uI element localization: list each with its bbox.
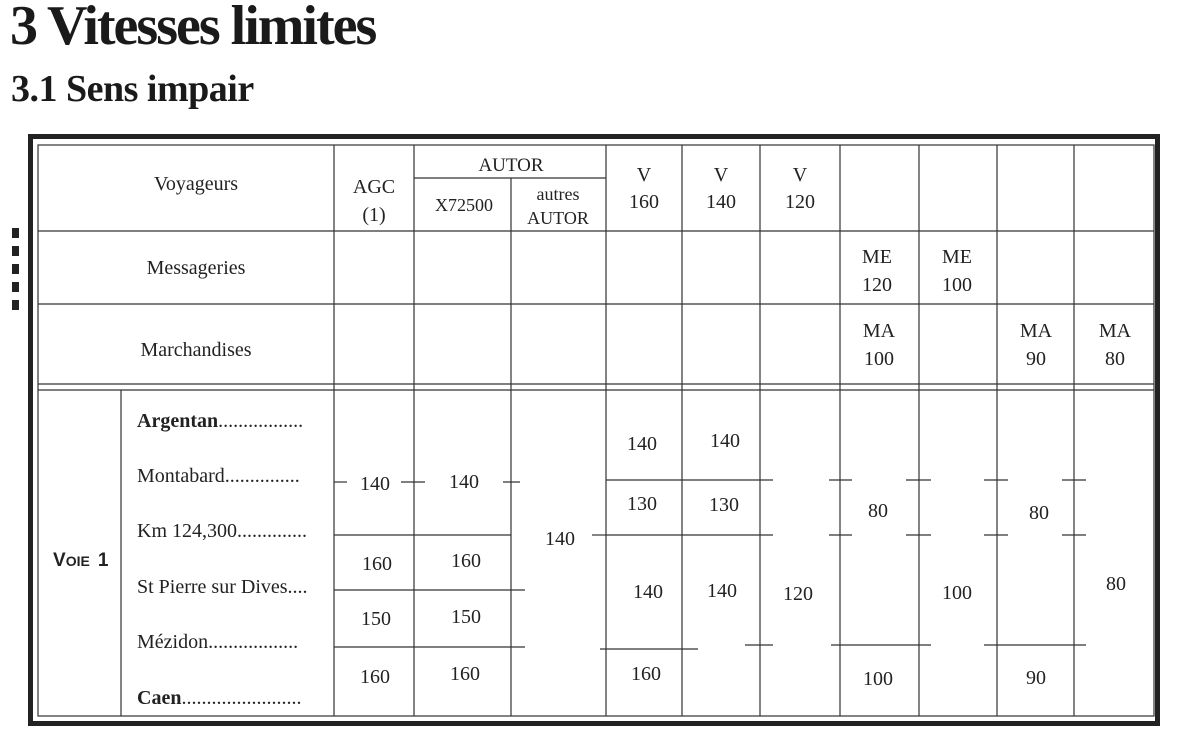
header-autres-autor: AUTOR — [527, 208, 589, 228]
value-cell: 80 — [868, 500, 888, 522]
header-v160-v: V — [636, 164, 652, 186]
header-ma100-label: MA — [862, 320, 896, 342]
value-cell: 160 — [360, 666, 390, 688]
header-v140-num: 140 — [706, 191, 736, 213]
header-me120-num: 120 — [862, 274, 892, 296]
station-caen: Caen........................ — [137, 687, 302, 709]
section-title: 3 Vitesses limites — [10, 0, 376, 57]
header-voyageurs: Voyageurs — [153, 173, 239, 195]
section-subtitle: 3.1 Sens impair — [11, 68, 254, 110]
header-me100-label: ME — [942, 246, 972, 268]
station-st-pierre: St Pierre sur Dives.... — [137, 576, 308, 598]
header-v120-num: 120 — [785, 191, 815, 213]
value-cell: 160 — [451, 550, 481, 572]
value-cell: 140 — [360, 473, 390, 495]
value-cell: 140 — [710, 430, 740, 452]
header-me120-label: ME — [862, 246, 892, 268]
value-cell: 140 — [545, 528, 575, 550]
value-cell: 130 — [627, 493, 657, 515]
header-autres: autres — [536, 184, 580, 204]
value-cell: 160 — [631, 663, 661, 685]
value-cell: 160 — [362, 553, 392, 575]
value-cell: 150 — [451, 606, 481, 628]
header-v140-v: V — [713, 164, 729, 186]
header-ma90-num: 90 — [1026, 348, 1046, 370]
header-x72500: X72500 — [435, 195, 493, 215]
value-cell: 140 — [707, 580, 737, 602]
header-autor: AUTOR — [478, 155, 544, 176]
header-ma80-label: MA — [1098, 320, 1132, 342]
value-cell: 140 — [627, 433, 657, 455]
value-cell: 160 — [450, 663, 480, 685]
value-cell: 140 — [449, 471, 479, 493]
header-ma90-label: MA — [1019, 320, 1053, 342]
header-v120-v: V — [792, 164, 808, 186]
header-me100-num: 100 — [942, 274, 972, 296]
value-cell: 90 — [1026, 667, 1046, 689]
value-cell: 100 — [863, 668, 893, 690]
header-agc-note: (1) — [362, 204, 386, 226]
station-montabard: Montabard............... — [137, 465, 300, 487]
voie-label: VOIE 1 — [53, 550, 109, 571]
station-mezidon: Mézidon.................. — [137, 631, 299, 653]
value-cell: 140 — [633, 581, 663, 603]
header-v160-num: 160 — [629, 191, 659, 213]
value-cell: 80 — [1029, 502, 1049, 524]
value-cell: 120 — [783, 583, 813, 605]
header-ma100-num: 100 — [864, 348, 894, 370]
station-km: Km 124,300.............. — [137, 520, 307, 542]
header-messageries: Messageries — [146, 257, 246, 279]
header-marchandises: Marchandises — [140, 339, 252, 361]
value-cell: 100 — [942, 582, 972, 604]
value-cell: 130 — [709, 494, 739, 516]
header-ma80-num: 80 — [1105, 348, 1125, 370]
header-agc: AGC — [352, 176, 396, 198]
value-cell: 150 — [361, 608, 391, 630]
value-cell: 80 — [1106, 573, 1126, 595]
station-argentan: Argentan................. — [137, 410, 304, 432]
